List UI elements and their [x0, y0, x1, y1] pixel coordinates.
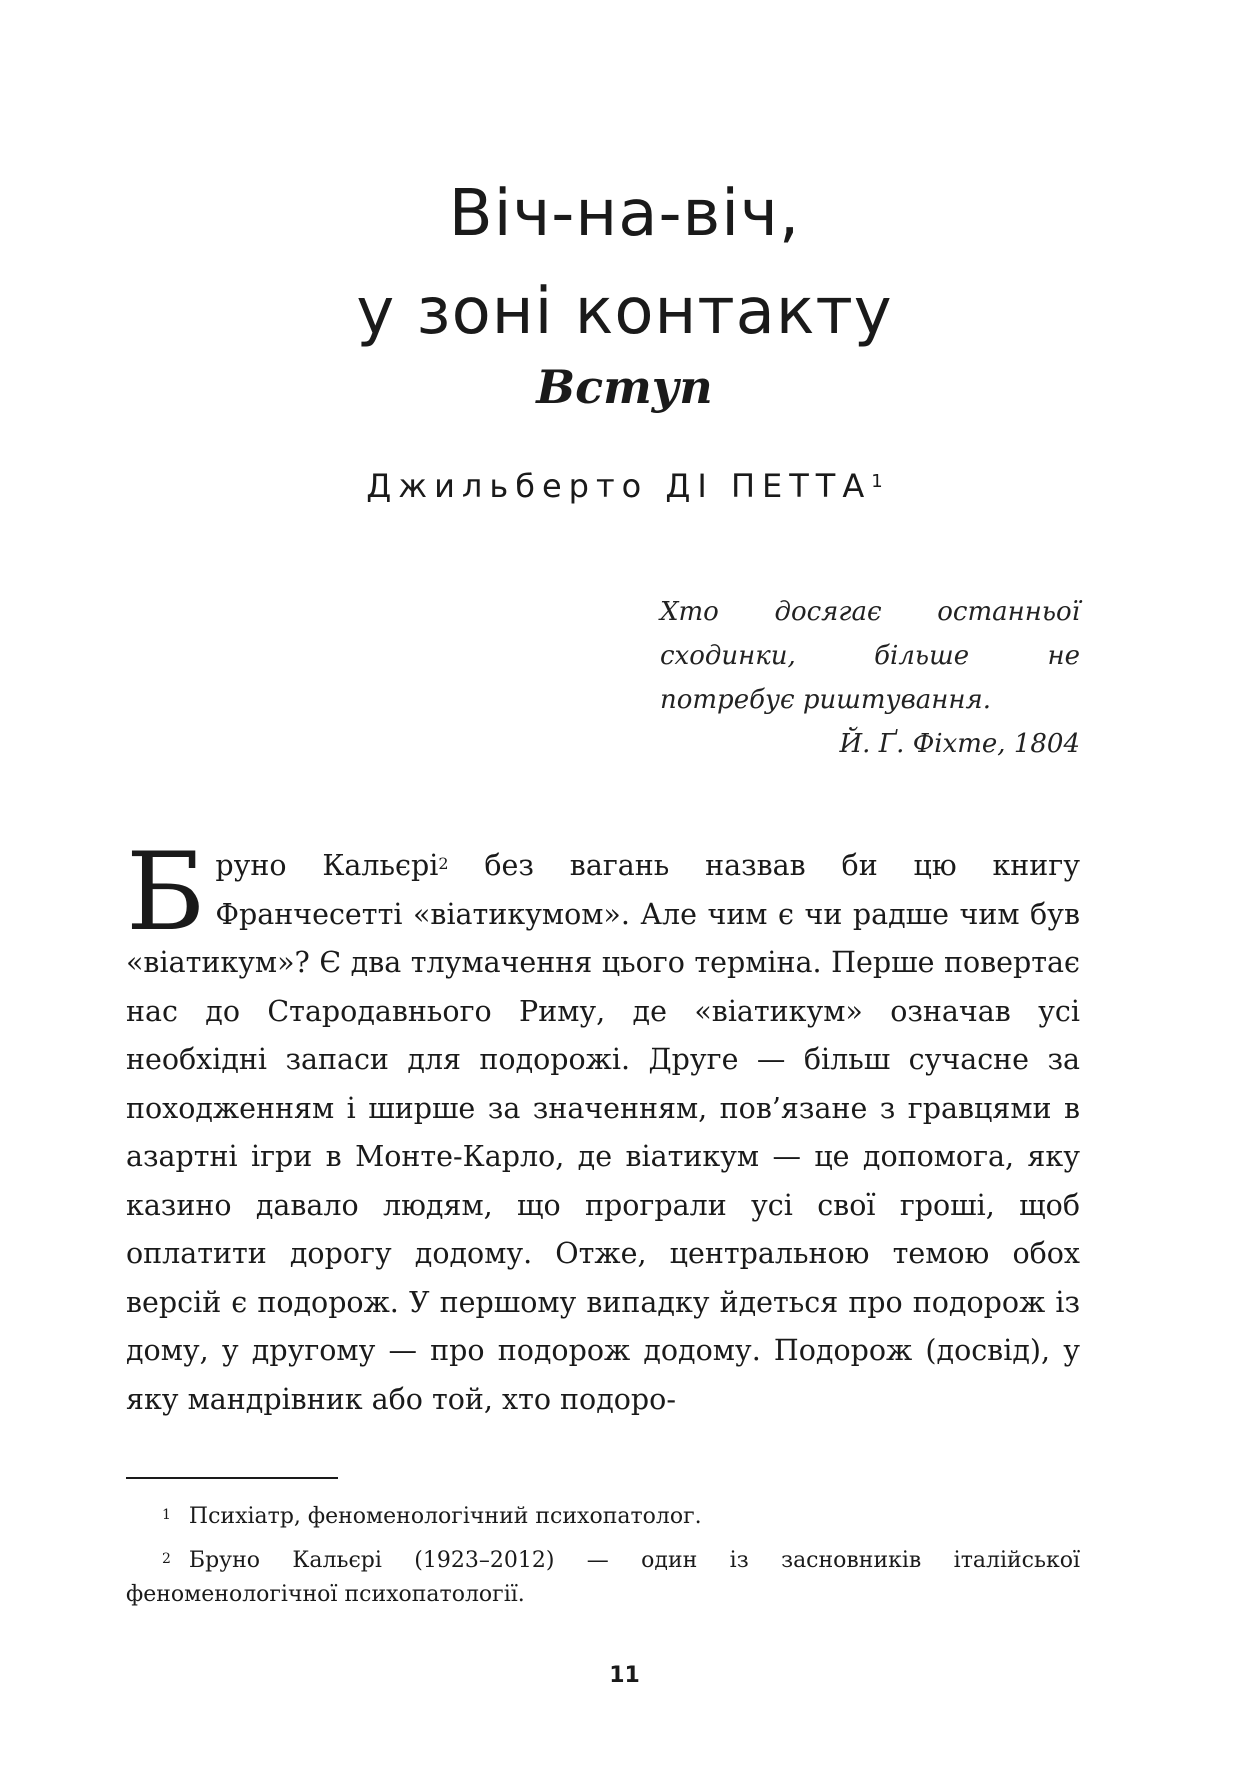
author-name: Джильберто ДІ ПЕТТА: [366, 467, 872, 505]
epigraph-text: Хто досягає останньої сходинки, більше не потребує риштування.: [660, 597, 1080, 715]
footnote-2: [126, 1544, 1080, 1612]
epigraph-attribution: Й. Ґ. Фіхте, 1804: [839, 729, 1080, 759]
footnote-divider: [126, 1477, 338, 1479]
body-text-part-2: без вагань назвав би цю книгу Франчесетті «віатикумом». Але чим є чи радше чим був «віатикум»? Є два тлумачення цього терміна. Перше повертає нас до Стародавнього Риму, де «віатикум» означав усі необхідні запаси для подорожі. Друге — більш сучасне за походженням і ширше за значенням, пов’язане з гравцями в азартні ігри в Монте-Карло, де віатикум — це допомога, яку казино давало людям, що програли усі свої гроші, щоб оплатити дорогу додому. Отже, центральною темою обох версій є подорож. У першому випадку йдеться про подорож із дому, у другому — про подорож додому. Подорож (досвід), у яку мандрівник або той, хто подоро-: [126, 849, 1081, 1416]
footnotes: [126, 1500, 1080, 1622]
footnote-number: 2: [162, 1551, 171, 1567]
footnote-1: [126, 1500, 1080, 1534]
page-number: 11: [609, 1663, 640, 1688]
body-footnote-ref[interactable]: 2: [438, 854, 449, 873]
epigraph: [660, 590, 1080, 766]
chapter-title-line-1: Віч-на-віч,: [448, 177, 801, 251]
chapter-title: [0, 165, 1249, 361]
footnote-text: Бруно Кальєрі (1923–2012) — один із засновників італійської феноменологічної психопатології.: [126, 1548, 1080, 1607]
body-text-part-1: руно Кальєрі: [215, 849, 439, 882]
drop-cap: Б: [126, 830, 206, 955]
author-footnote-ref[interactable]: 1: [871, 471, 883, 492]
body-paragraph: [126, 830, 1081, 1424]
footnote-text: Психіатр, феноменологічний психопатолог.: [188, 1504, 702, 1529]
chapter-subtitle: Вступ: [536, 360, 713, 414]
chapter-title-line-2: у зоні контакту: [356, 275, 893, 349]
author-line: [0, 462, 1249, 510]
footnote-number: 1: [162, 1507, 171, 1523]
